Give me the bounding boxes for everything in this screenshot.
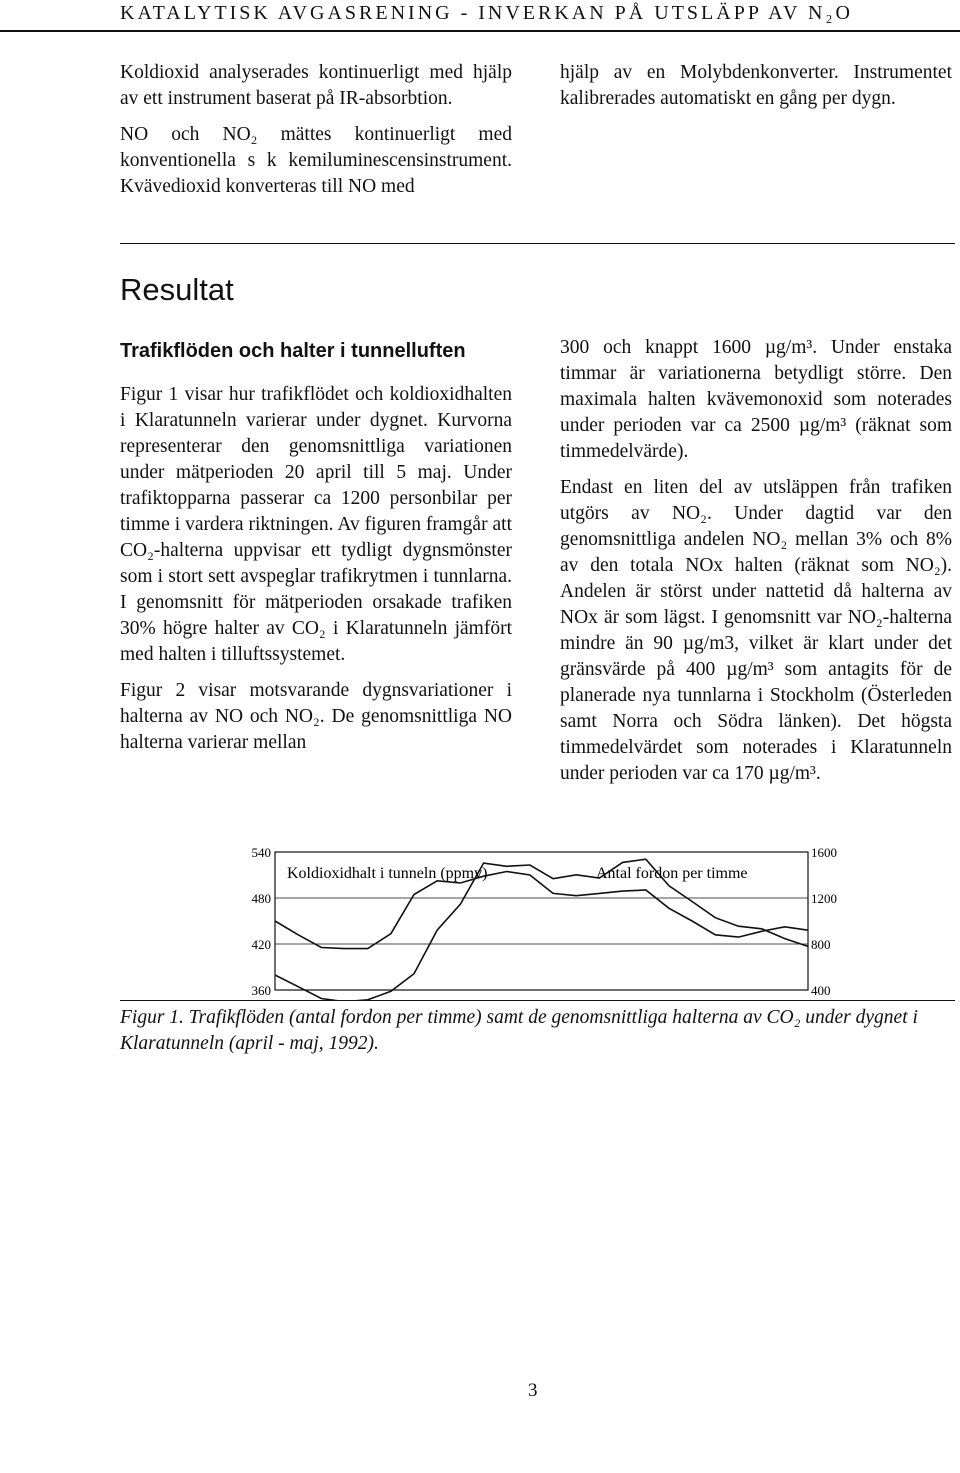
legend-traffic: Antal fordon per timme — [596, 865, 748, 882]
figure-1-chart — [0, 840, 960, 1000]
body-paragraph-3: 300 och knappt 1600 µg/m³. Under enstaka timmar är variationerna betydligt större. Den maximala halten kvävemonoxid som noterades under perioden var ca 2500 µg/m³ (räknat som timmedelvärde). — [560, 337, 952, 462]
legend-co2: Koldioxidhalt i tunneln (ppmv) — [287, 865, 488, 882]
left-tick-label: 420 — [251, 937, 271, 952]
subsection-title: Trafikflöden och halter i tunnelluften — [120, 340, 466, 362]
left-tick-label: 360 — [251, 983, 271, 998]
right-tick-label: 1200 — [811, 891, 837, 906]
intro-paragraph-3: hjälp av en Molybdenkonverter. Instrumentet kalibrerades automatiskt en gång per dygn. — [560, 62, 952, 109]
body-right-column — [560, 335, 952, 797]
right-tick-label: 400 — [811, 983, 831, 998]
section-rule — [120, 243, 955, 244]
series-line — [275, 872, 808, 949]
header-rule — [0, 30, 960, 32]
section-title: Resultat — [120, 272, 234, 307]
body-paragraph-4: Endast en liten del av utsläppen från trafiken utgörs av NO₂. Under dagtid var den genomsnittliga andelen NO₂ mellan 3% och 8% av den totala NOx halten (räknat som NO₂). Andelen är störst under nattetid då halterna av NOx är som lägst. I genomsnitt var NO₂-halterna mindre än 90 µg/m3, vilket är klart under det gränsvärde på 400 µg/m³ som antagits för de planerade nya tunnlarna i Stockholm (Österleden samt Norra och Södra länken). Det högsta timmedelvärdet som noterades i Klaratunneln under perioden var ca 170 µg/m³. — [560, 477, 952, 784]
intro-left-column — [120, 60, 512, 210]
intro-right-column — [560, 60, 952, 122]
left-tick-label: 480 — [251, 891, 271, 906]
body-left-column — [120, 382, 512, 766]
running-header: KATALYTISK AVGASRENING - INVERKAN PÅ UTSLÄPP AV N₂O — [120, 2, 853, 24]
intro-paragraph-1: Koldioxid analyserades kontinuerligt med hjälp av ett instrument baserat på IR-absorbtion. — [120, 62, 512, 109]
body-paragraph-1: Figur 1 visar hur trafikflödet och koldioxidhalten i Klaratunneln varierar under dygnet. Kurvorna representerar den genomsnittliga variationen under mätperioden 20 april till 5 maj. Under trafiktopparna passerar ca 1200 personbilar per timme i vardera riktningen. Av figuren framgår att CO₂-halterna uppvisar ett tydligt dygnsmönster som i stort sett avspeglar trafikrytmen i tunnlarna. I genomsnitt för mätperioden orsakade trafiken 30% högre halter av CO₂ i Klaratunneln jämfört med halten i tilluftssystemet. — [120, 384, 512, 665]
caption-rule — [120, 1000, 955, 1001]
right-tick-label: 1600 — [811, 845, 837, 860]
body-paragraph-2: Figur 2 visar motsvarande dygnsvariationer i halterna av NO och NO₂. De genomsnittliga NO halterna varierar mellan — [120, 680, 512, 753]
page-number: 3 — [528, 1380, 538, 1401]
intro-paragraph-2: NO och NO₂ mättes kontinuerligt med konventionella s k kemiluminescensinstrument. Kvävedioxid konverteras till NO med — [120, 124, 512, 197]
right-tick-label: 800 — [811, 937, 831, 952]
figure-caption: Figur 1. Trafikflöden (antal fordon per timme) samt de genomsnittliga halterna av CO₂ under dygnet i Klaratunneln (april - maj, 1992). — [120, 1007, 918, 1054]
left-tick-label: 540 — [251, 845, 271, 860]
